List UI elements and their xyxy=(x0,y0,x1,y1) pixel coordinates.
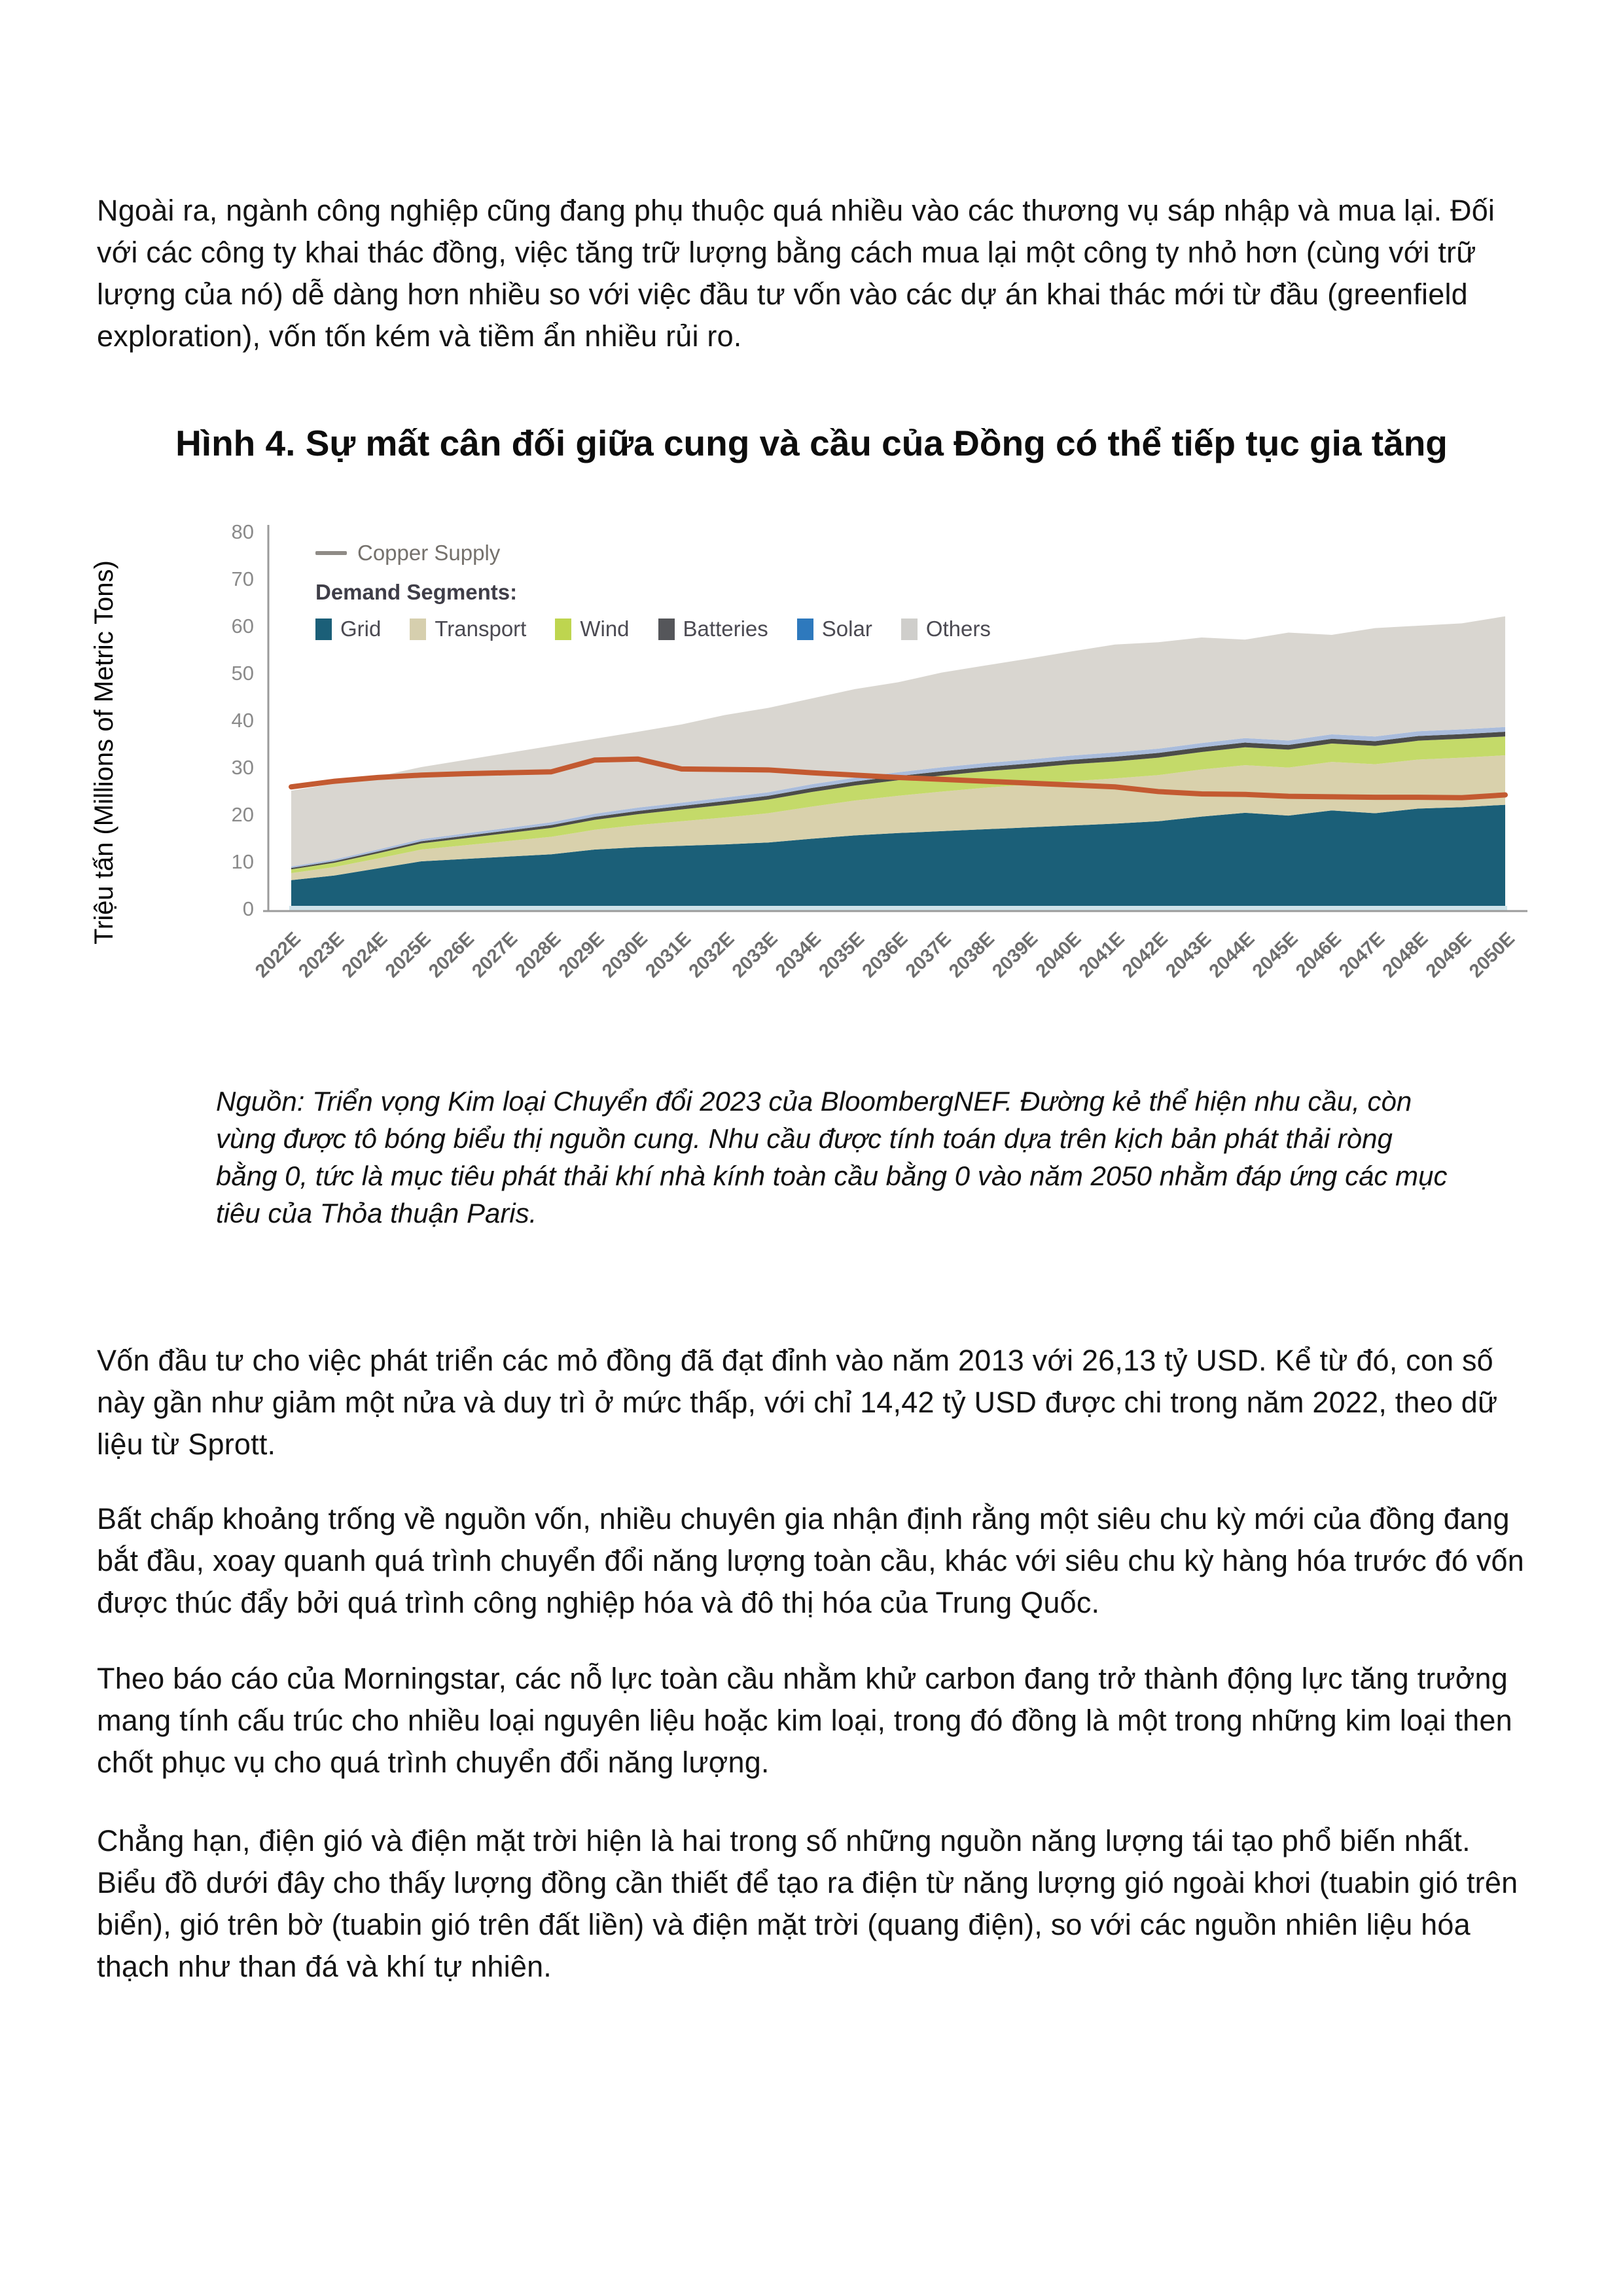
y-axis-tick-label: 70 xyxy=(231,567,254,590)
paragraph-morningstar: Theo báo cáo của Morningstar, các nỗ lực toàn cầu nhằm khử carbon đang trở thành động lực tăng trưởng mang tính cấu trúc cho nhiều loại nguyên liệu hoặc kim loại, trong đó đồng là một trong những kim loại then chốt phục vụ cho quá trình chuyển đổi năng lượng. xyxy=(97,1662,1512,1779)
legend-swatch-solar xyxy=(797,619,813,640)
legend-swatch-others xyxy=(901,619,918,640)
x-axis-label: 2034E xyxy=(772,928,825,982)
legend-swatch-transport xyxy=(410,619,426,640)
copper-supply-line-swatch xyxy=(315,551,347,555)
y-axis-title: Triệu tấn (Millions of Metric Tons) xyxy=(90,560,118,944)
legend-item-solar xyxy=(797,617,872,641)
x-axis-label: 2041E xyxy=(1075,928,1129,982)
legend-item-grid xyxy=(315,617,381,641)
x-axis-label: 2043E xyxy=(1162,928,1216,982)
figure-title: Hình 4. Sự mất cân đối giữa cung và cầu của Đồng có thể tiếp tục gia tăng xyxy=(175,423,1448,463)
x-axis-label: 2033E xyxy=(728,928,782,982)
paragraph-renewables: Chẳng hạn, điện gió và điện mặt trời hiện là hai trong số những nguồn năng lượng tái tạo phổ biến nhất. Biểu đồ dưới đây cho thấy lượng đồng cần thiết để tạo ra điện từ năng lượng gió ngoài khơi (tuabin gió trên biển), gió trên bờ (tuabin gió trên đất liền) và điện mặt trời (quang điện), so với các nguồn nhiên liệu hóa thạch như than đá và khí tự nhiên. xyxy=(97,1824,1518,1983)
paragraph-supercycle: Bất chấp khoảng trống về nguồn vốn, nhiều chuyên gia nhận định rằng một siêu chu kỳ mới của đồng đang bắt đầu, xoay quanh quá trình chuyển đổi năng lượng toàn cầu, khác với siêu chu kỳ hàng hóa trước đó vốn được thúc đẩy bởi quá trình công nghiệp hóa và đô thị hóa của Trung Quốc. xyxy=(97,1502,1524,1619)
x-axis-label: 2037E xyxy=(901,928,955,982)
legend-copper-supply xyxy=(315,541,991,565)
copper-supply-label: Copper Supply xyxy=(357,541,501,565)
legend-item-others xyxy=(901,617,991,641)
legend-label-wind: Wind xyxy=(580,617,630,641)
x-axis-label: 2028E xyxy=(511,928,565,982)
x-axis-label: 2048E xyxy=(1378,928,1433,982)
y-axis-tick-label: 30 xyxy=(231,756,254,779)
y-axis-tick-label: 60 xyxy=(231,615,254,637)
legend-item-transport xyxy=(410,617,526,641)
x-axis-label: 2026E xyxy=(425,928,478,982)
x-axis-label: 2045E xyxy=(1248,928,1302,982)
x-axis-label: 2027E xyxy=(468,928,522,982)
x-axis-label: 2024E xyxy=(338,928,392,982)
x-axis-label: 2030E xyxy=(598,928,652,982)
x-axis-label: 2025E xyxy=(381,928,435,982)
y-axis-tick-label: 10 xyxy=(231,850,254,873)
x-axis-label: 2050E xyxy=(1465,928,1519,982)
y-axis-tick-label: 50 xyxy=(231,662,254,685)
x-axis-label: 2044E xyxy=(1205,928,1259,982)
legend-item-batteries xyxy=(658,617,768,641)
x-axis-label: 2049E xyxy=(1421,928,1476,982)
legend-swatch-wind xyxy=(555,619,571,640)
chart-legend xyxy=(315,541,991,641)
y-axis-tick-label: 40 xyxy=(231,709,254,732)
legend-swatch-grid xyxy=(315,619,332,640)
x-axis-label: 2035E xyxy=(815,928,869,982)
figure-source-note: Nguồn: Triển vọng Kim loại Chuyển đổi 2023 của BloombergNEF. Đường kẻ thể hiện nhu cầu, còn vùng được tô bóng biểu thị nguồn cung. Nhu cầu được tính toán dựa trên kịch bản phát thải ròng bằng 0, tức là mục tiêu phát thải khí nhà kính toàn cầu bằng 0 vào năm 2050 nhằm đáp ứng các mục tiêu của Thỏa thuận Paris. xyxy=(216,1086,1448,1229)
x-axis-label: 2023E xyxy=(294,928,349,982)
y-axis-tick-label: 0 xyxy=(242,897,254,920)
legend-item-wind xyxy=(555,617,629,641)
legend-label-solar: Solar xyxy=(821,617,872,641)
legend-segments xyxy=(315,617,991,641)
legend-label-transport: Transport xyxy=(435,617,527,641)
y-axis-tick-label: 20 xyxy=(231,803,254,826)
legend-label-grid: Grid xyxy=(340,617,382,641)
x-axis-label: 2032E xyxy=(685,928,739,982)
legend-heading: Demand Segments: xyxy=(315,580,518,604)
paragraph-mergers: Ngoài ra, ngành công nghiệp cũng đang phụ thuộc quá nhiều vào các thương vụ sáp nhập và mua lại. Đối với các công ty khai thác đồng, việc tăng trữ lượng bằng cách mua lại một công ty nhỏ hơn (cùng với trữ lượng của nó) dễ dàng hơn nhiều so với việc đầu tư vốn vào các dự án khai thác mới từ đầu (greenfield exploration), vốn tốn kém và tiềm ẩn nhiều rủi ro. xyxy=(97,194,1495,353)
y-axis-tick-label: 80 xyxy=(231,520,254,543)
legend-swatch-batteries xyxy=(658,619,675,640)
x-axis-label: 2040E xyxy=(1031,928,1086,982)
legend-label-others: Others xyxy=(925,617,991,641)
x-axis-label: 2046E xyxy=(1292,928,1346,982)
x-axis-label: 2022E xyxy=(251,928,305,982)
x-axis-label: 2042E xyxy=(1118,928,1172,982)
x-axis-label: 2038E xyxy=(945,928,999,982)
x-axis-label: 2047E xyxy=(1335,928,1389,982)
x-axis-label: 2036E xyxy=(858,928,912,982)
legend-label-batteries: Batteries xyxy=(683,617,768,641)
paragraph-capex: Vốn đầu tư cho việc phát triển các mỏ đồng đã đạt đỉnh vào năm 2013 với 26,13 tỷ USD. Kể từ đó, con số này gần như giảm một nửa và duy trì ở mức thấp, với chỉ 14,42 tỷ USD được chi trong năm 2022, theo dữ liệu từ Sprott. xyxy=(97,1344,1498,1461)
x-axis-label: 2029E xyxy=(554,928,609,982)
figure-4-chart xyxy=(0,509,1623,1026)
x-axis-label: 2039E xyxy=(988,928,1043,982)
x-axis-label: 2031E xyxy=(641,928,696,982)
chart-baseline-strip xyxy=(289,906,1507,910)
